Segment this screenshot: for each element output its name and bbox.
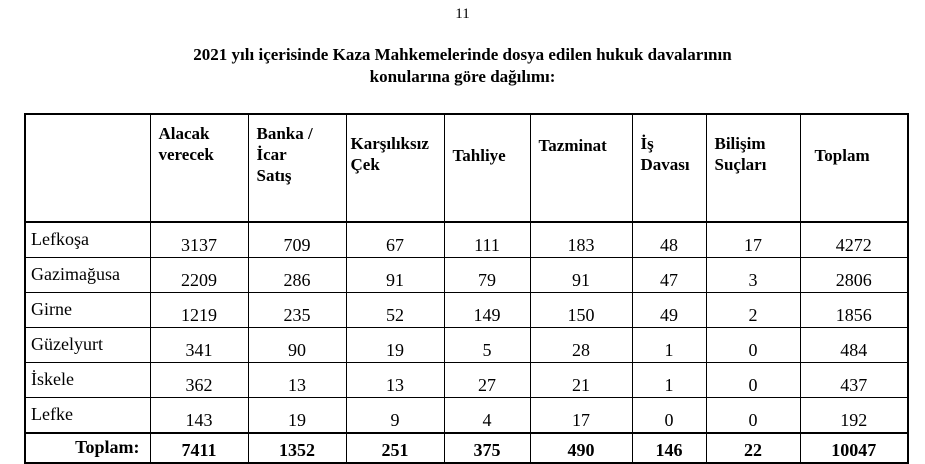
header-toplam: Toplam xyxy=(800,114,908,222)
total-row xyxy=(25,433,908,463)
document-title xyxy=(0,44,925,88)
header-tahliye: Tahliye xyxy=(444,114,530,222)
header-bilisim-suclari: Bilişim Suçları xyxy=(706,114,800,222)
value-cell: 235 xyxy=(248,293,346,328)
table-row xyxy=(25,293,908,328)
value-cell: 4 xyxy=(444,398,530,434)
total-value-cell: 1352 xyxy=(248,433,346,463)
title-line-2: konularına göre dağılımı: xyxy=(369,67,556,86)
header-row xyxy=(25,114,908,222)
value-cell: 2806 xyxy=(800,258,908,293)
value-cell: 79 xyxy=(444,258,530,293)
region-cell: Lefkoşa xyxy=(25,222,150,258)
total-value-cell: 490 xyxy=(530,433,632,463)
title-line-1: 2021 yılı içerisinde Kaza Mahkemelerinde dosya edilen hukuk davalarının xyxy=(193,45,732,64)
value-cell: 149 xyxy=(444,293,530,328)
region-cell: Gazimağusa xyxy=(25,258,150,293)
value-cell: 111 xyxy=(444,222,530,258)
value-cell: 5 xyxy=(444,328,530,363)
value-cell: 27 xyxy=(444,363,530,398)
value-cell: 67 xyxy=(346,222,444,258)
value-cell: 1856 xyxy=(800,293,908,328)
value-cell: 183 xyxy=(530,222,632,258)
value-cell: 362 xyxy=(150,363,248,398)
table-row xyxy=(25,363,908,398)
value-cell: 0 xyxy=(706,328,800,363)
header-tazminat: Tazminat xyxy=(530,114,632,222)
region-cell: Güzelyurt xyxy=(25,328,150,363)
value-cell: 2 xyxy=(706,293,800,328)
value-cell: 19 xyxy=(248,398,346,434)
value-cell: 1 xyxy=(632,328,706,363)
value-cell: 0 xyxy=(706,363,800,398)
value-cell: 437 xyxy=(800,363,908,398)
value-cell: 1219 xyxy=(150,293,248,328)
value-cell: 192 xyxy=(800,398,908,434)
value-cell: 2209 xyxy=(150,258,248,293)
value-cell: 19 xyxy=(346,328,444,363)
value-cell: 709 xyxy=(248,222,346,258)
value-cell: 17 xyxy=(706,222,800,258)
value-cell: 21 xyxy=(530,363,632,398)
value-cell: 143 xyxy=(150,398,248,434)
case-distribution-table xyxy=(24,113,909,464)
header-region xyxy=(25,114,150,222)
value-cell: 49 xyxy=(632,293,706,328)
region-cell: Lefke xyxy=(25,398,150,434)
total-value-cell: 251 xyxy=(346,433,444,463)
header-banka-icar-satis: Banka / İcar Satış xyxy=(248,114,346,222)
value-cell: 28 xyxy=(530,328,632,363)
value-cell: 91 xyxy=(530,258,632,293)
total-label: Toplam: xyxy=(25,433,150,463)
value-cell: 1 xyxy=(632,363,706,398)
value-cell: 3 xyxy=(706,258,800,293)
region-cell: Girne xyxy=(25,293,150,328)
value-cell: 13 xyxy=(346,363,444,398)
value-cell: 0 xyxy=(632,398,706,434)
value-cell: 484 xyxy=(800,328,908,363)
total-value-cell: 10047 xyxy=(800,433,908,463)
table-row xyxy=(25,328,908,363)
value-cell: 0 xyxy=(706,398,800,434)
value-cell: 9 xyxy=(346,398,444,434)
page-number: 11 xyxy=(455,6,470,22)
value-cell: 3137 xyxy=(150,222,248,258)
value-cell: 52 xyxy=(346,293,444,328)
value-cell: 341 xyxy=(150,328,248,363)
header-karsiliksiz-cek: Karşılıksız Çek xyxy=(346,114,444,222)
value-cell: 90 xyxy=(248,328,346,363)
region-cell: İskele xyxy=(25,363,150,398)
value-cell: 286 xyxy=(248,258,346,293)
table-row xyxy=(25,222,908,258)
table-row xyxy=(25,398,908,434)
value-cell: 17 xyxy=(530,398,632,434)
value-cell: 47 xyxy=(632,258,706,293)
value-cell: 150 xyxy=(530,293,632,328)
value-cell: 4272 xyxy=(800,222,908,258)
value-cell: 91 xyxy=(346,258,444,293)
table-row xyxy=(25,258,908,293)
value-cell: 48 xyxy=(632,222,706,258)
header-alacak-verecek: Alacak verecek xyxy=(150,114,248,222)
total-value-cell: 375 xyxy=(444,433,530,463)
value-cell: 13 xyxy=(248,363,346,398)
total-value-cell: 7411 xyxy=(150,433,248,463)
total-value-cell: 22 xyxy=(706,433,800,463)
total-value-cell: 146 xyxy=(632,433,706,463)
header-is-davasi: İş Davası xyxy=(632,114,706,222)
